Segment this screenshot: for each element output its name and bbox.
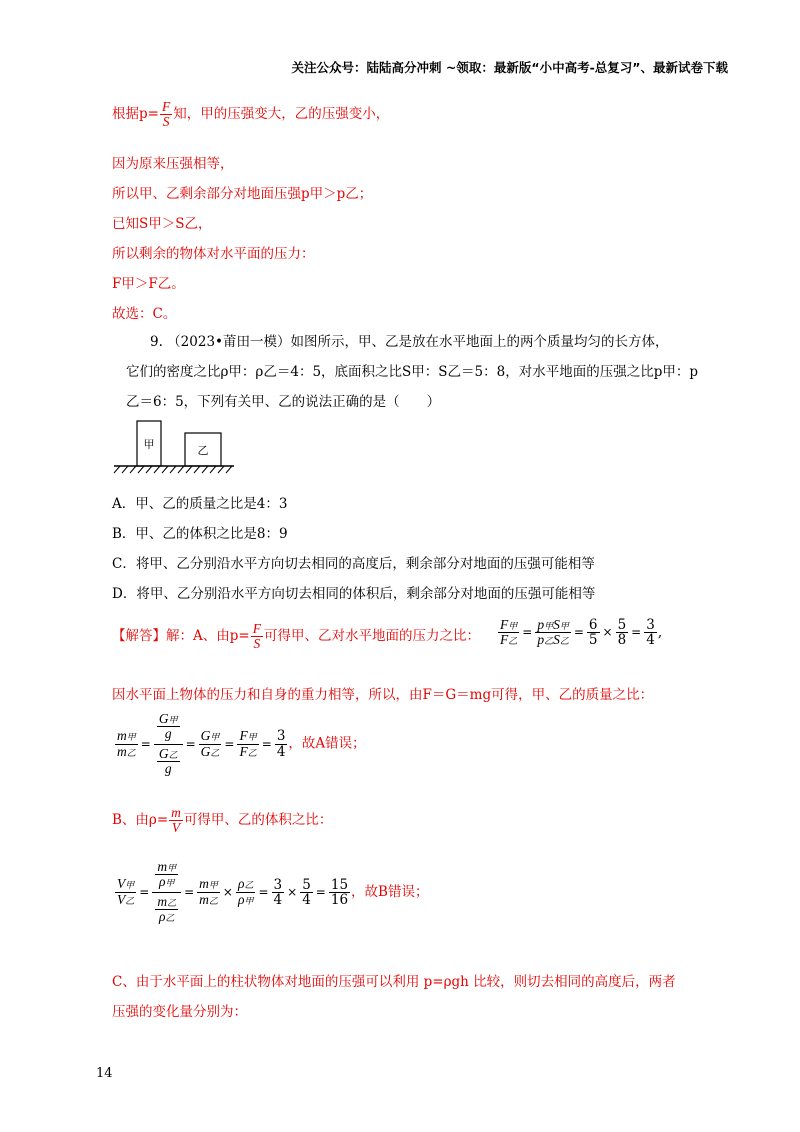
prev-solution-line-5: 所以剩余的物体对水平面的压力： bbox=[112, 246, 315, 262]
answer-b-line-1 bbox=[112, 806, 332, 835]
text-segment: 根据p= bbox=[112, 106, 159, 123]
blocks-figure bbox=[112, 418, 237, 476]
prev-solution-line-6: F甲＞F乙。 bbox=[112, 276, 185, 292]
ground-hatching bbox=[114, 466, 232, 473]
answer-c-line-2: 压强的变化量分别为： bbox=[112, 1004, 247, 1020]
fraction-F-over-S: $\frac{F}{S}$ bbox=[252, 621, 261, 652]
text-segment: 知，甲的压强变大，乙的压强变小， bbox=[173, 106, 390, 123]
text-segment: B、由ρ= bbox=[112, 812, 169, 829]
text-segment: 解：A、由p= bbox=[166, 628, 250, 645]
block-jia-label: 甲 bbox=[143, 438, 155, 451]
prev-solution-line-1 bbox=[112, 100, 389, 129]
prev-solution-line-4: 已知S甲＞S乙， bbox=[112, 216, 212, 232]
option-c: C．将甲、乙分别沿水平方向切去相同的高度后，剩余部分对地面的压强可能相等 bbox=[112, 556, 595, 572]
prev-solution-line-7: 故选：C。 bbox=[112, 306, 177, 322]
formula-mass-ratio: $\frac{\text{m甲}}{\text{m乙}}$ = $\frac{\frac{\text{G甲}}{g}}{\frac{\text{G乙}}{g}}$ = $\frac{\text{G甲}}{\text{G乙}}$ = $\frac{\text{F甲}}{\text{F乙}}$ = $\frac{3}{4}$ ，故A错误； bbox=[117, 711, 366, 777]
question-line-1: 9. （2023•莆田一模）如图所示，甲、乙是放在水平地面上的两个质量均匀的长方体， bbox=[150, 334, 669, 350]
answer-a-line-2: 因水平面上物体的压力和自身的重力相等，所以，由F＝G＝mg可得，甲、乙的质量之比： bbox=[112, 687, 654, 703]
formula-volume-ratio: $\frac{\text{V甲}}{\text{V乙}}$ = $\frac{\frac{\text{m甲}}{\text{ρ甲}}}{\frac{\text{m乙}}{\text{ρ乙}}}$ = $\frac{\text{m甲}}{\text{m乙}}$ × $\frac{\text{ρ乙}}{\text{ρ甲}}$ = $\frac{3}{4}$ × $\frac{5}{4}$ = $\frac{15}{16}$ ，故B错误； bbox=[117, 859, 429, 925]
page-number: 14 bbox=[96, 1066, 113, 1081]
answer-b-conclusion: ，故B错误； bbox=[351, 883, 429, 900]
answer-a-conclusion: ，故A错误； bbox=[288, 735, 366, 752]
prev-solution-line-2: 因为原来压强相等， bbox=[112, 156, 234, 172]
option-b: B．甲、乙的体积之比是8：9 bbox=[112, 526, 288, 542]
page-header: 关注公众号：陆陆高分冲刺 ~领取：最新版“小中高考-总复习”、最新试卷下载 bbox=[291, 60, 728, 75]
question-line-2: 它们的密度之比ρ甲：ρ乙＝4：5，底面积之比S甲：S乙＝5：8，对水平地面的压强之比p甲：p bbox=[126, 364, 699, 380]
answer-c-line-1: C、由于水平面上的柱状物体对地面的压强可以利用 p=ρgh 比较，则切去相同的高度后，两者 bbox=[112, 974, 676, 990]
formula-force-ratio: $\frac{\text{F甲}}{\text{F乙}}$ = $\frac{\text{p甲S甲}}{\text{p乙S乙}}$ = $\frac{6}{5}$ × $\frac{5}{8}$ = $\frac{3}{4}$ , bbox=[500, 617, 663, 649]
answer-a-line-1 bbox=[112, 622, 480, 651]
prev-solution-line-3: 所以甲、乙剩余部分对地面压强p甲＞p乙； bbox=[112, 186, 373, 202]
text-segment: 可得甲、乙的体积之比： bbox=[183, 812, 333, 829]
block-yi-label: 乙 bbox=[197, 444, 209, 457]
answer-tag: 【解答】 bbox=[112, 628, 166, 645]
fraction-m-over-V: $\frac{m}{V}$ bbox=[171, 805, 181, 836]
fraction-F-over-S: $\frac{F}{S}$ bbox=[161, 99, 171, 130]
question-line-3: 乙＝6：5，下列有关甲、乙的说法正确的是（ ） bbox=[126, 394, 441, 410]
option-d: D．将甲、乙分别沿水平方向切去相同的体积后，剩余部分对地面的压强可能相等 bbox=[112, 586, 596, 602]
text-segment: 可得甲、乙对水平地面的压力之比： bbox=[263, 628, 480, 645]
option-a: A．甲、乙的质量之比是4：3 bbox=[112, 496, 288, 512]
